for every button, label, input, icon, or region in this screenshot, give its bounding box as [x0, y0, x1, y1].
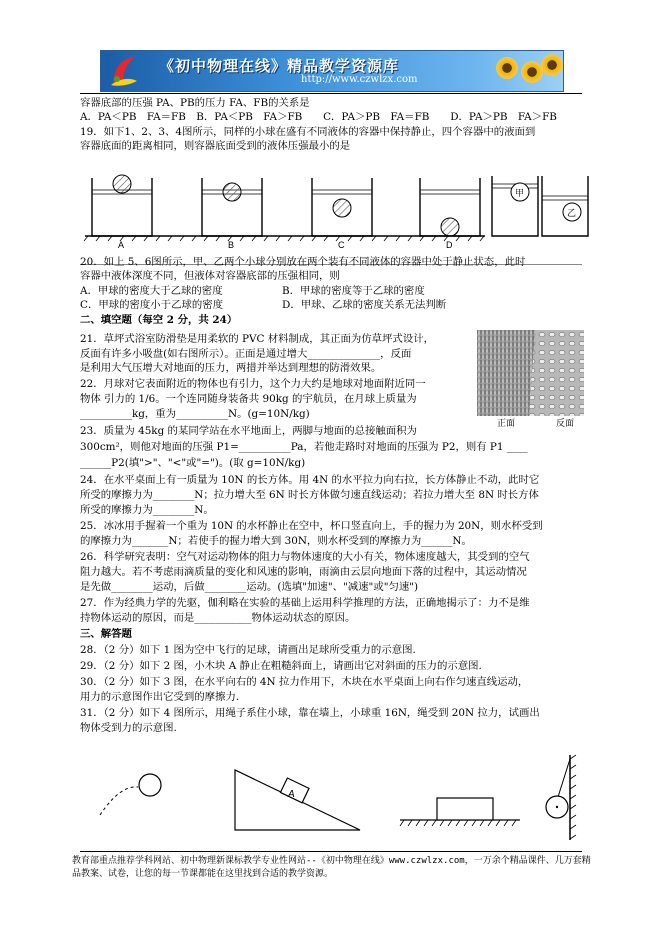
q20-opt-c: C．甲球的密度小于乙球的密度 — [80, 299, 224, 311]
q30-line2: 用力的示意图作出它受到的摩擦力. — [80, 691, 240, 703]
header-title: 《初中物理在线》精品教学资源库 — [159, 57, 400, 75]
q18-options: A．PA＜PB FA＝FB B．PA＜PB FA＞FB C．PA＞PB FA＝FB D．PA＞PB FA＞FB — [80, 111, 557, 123]
footer-rule — [80, 851, 582, 852]
q20-opt-d: D．甲球、乙球的密度关系无法判断 — [282, 299, 447, 311]
footer-text: 教育部重点推荐学科网站、初中物理新课标教学专业性网站--《初中物理在线》www.czwlzx.com，一万余个精品课件、几万套精品教案、试卷，让您的每一节课都能在这里找到合适的教学资源。 — [72, 856, 591, 879]
logo-icon — [109, 55, 139, 87]
q24-line3: 所受的摩擦力为________N。 — [80, 504, 214, 516]
q26-line1: 26．科学研究表明：空气对运动物体的阻力与物体速度的大小有关，物体速度越大，其受到的空气 — [80, 551, 530, 563]
q26-line2: 阻力越大。若不考虑雨滴质量的变化和风速的影响，雨滴由云层向地面下落的过程中，其运动情况 — [80, 566, 527, 578]
section2-title: 二、填空题（每空 2 分，共 24） — [80, 314, 238, 326]
q19-label-c: C — [338, 240, 345, 250]
q21-line3: 是利用大气压增大对地面的压力，两措并举达到理想的防滑效果。 — [80, 362, 382, 374]
q21-line2: 反面有许多小吸盘(如右图所示）。正面是通过增大______________，反面 — [80, 348, 412, 360]
header-url: http://www.czwlzx.com — [301, 74, 418, 85]
q26-line3: 是先做________运动，后做________运动。(选填"加速"、"减速"或"匀速") — [80, 581, 419, 593]
q20-line1: 20．如上 5、6图所示，甲、乙两个小球分别放在两个装有不同液体的容器中处于静止状态，此时 — [80, 256, 526, 268]
q25-line2: 的摩擦力为_______N；若使手的握力增大到 30N，则水杯受到的摩擦力为______N。 — [80, 535, 472, 547]
q19-line2: 容器底面的距离相同，则容器底面受到的液体压强最小的是 — [80, 140, 351, 152]
q29-line1: 29．（2 分）如下 2 图，小木块 A 静止在粗糙斜面上，请画出它对斜面的压力的示意图. — [80, 660, 482, 672]
block-a-label: A — [288, 789, 295, 800]
q19-label-d: D — [446, 240, 453, 250]
q22-line1: 22．月球对它表面附近的物体也有引力，这个力大约是地球对地面附近同一 — [80, 378, 426, 390]
header-rule — [80, 93, 582, 94]
ball-yi-label: 乙 — [567, 208, 577, 218]
q19-figure — [80, 170, 590, 250]
q27-line2: 持物体运动的原因，而是___________物体运动状态的原因。 — [80, 612, 356, 624]
section3-title: 三、解答题 — [80, 628, 132, 640]
q31-line2: 物体受到力的示意图. — [80, 722, 177, 734]
q19-label-a: A — [118, 240, 125, 250]
q18-stem: 容器底部的压强 PA、PB的压力 FA、FB的关系是 — [80, 97, 310, 109]
q24-line2: 所受的摩擦力为________N；拉力增大至 6N 时长方体做匀速直线运动；若拉力增大至 8N 时长方体 — [80, 489, 539, 501]
header-banner — [100, 50, 564, 92]
q27-line1: 27．作为经典力学的先驱，伽利略在实验的基础上运用科学推理的方法，正确地揭示了：力不是维 — [80, 597, 530, 609]
mat-photo — [477, 330, 584, 416]
q20-opt-b: B．甲球的密度等于乙球的密度 — [282, 285, 425, 297]
q21-line1: 21．草坪式浴室防滑垫是用柔软的 PVC 材料制成，其正面为仿草坪式设计， — [80, 333, 434, 345]
ball-jia-label: 甲 — [515, 188, 525, 198]
q22-line3: __________kg，重为__________N。(g=10N/kg) — [80, 408, 310, 420]
q28-line1: 28．（2 分）如下 1 图为空中飞行的足球，请画出足球所受重力的示意图. — [80, 644, 416, 656]
q19-line1: 19．如下1、2、3、4图所示，同样的小球在盛有不同液体的容器中保持静止，四个容器中的液面到 — [80, 126, 536, 138]
flower-icon — [521, 61, 543, 83]
photo-label-back: 反面 — [556, 419, 575, 429]
q23-line2: 300cm²，则他对地面的压强 P1=__________Pa，若他走路时对地面的压强为 P2，则有 P1 ____ — [80, 441, 528, 453]
photo-label-front: 正面 — [497, 419, 516, 429]
q30-line1: 30．（2 分）如下 3 图，在水平向右的 4N 拉力作用下，木块在水平桌面上向右作匀速直线运动， — [80, 676, 529, 688]
q22-line2: 物体 引力的 1/6。一个连同随身装备共 90kg 的宇航员，在月球上质量为 — [80, 393, 417, 405]
q20-line2: 容器中液体深度不同，但液体对容器底部的压强相同，则 — [80, 270, 340, 282]
q23-line3: ______P2(填">"、"<"或"=")。(取 g=10N/kg) — [80, 457, 306, 469]
q20-opt-a: A．甲球的密度大于乙球的密度 — [80, 285, 223, 297]
q19-label-b: B — [228, 240, 235, 250]
q23-line1: 23．质量为 45kg 的某同学站在水平地面上，两脚与地面的总接触面积为 — [80, 425, 417, 437]
q31-line1: 31．（2 分）如下 4 图所示，用绳子系住小球，靠在墙上，小球重 16N，绳受到 20N 拉力，试画出 — [80, 707, 540, 719]
flower-icon — [541, 54, 563, 76]
q25-line1: 25．冰冰用手握着一个重为 10N 的水杯静止在空中，杯口竖直向上，手的握力为 20N，则水杯受到 — [80, 520, 543, 532]
q24-line1: 24．在水平桌面上有一质量为 10N 的长方体。用 4N 的水平拉力向右拉，长方体静止不动，此时它 — [80, 474, 540, 486]
flower-icon — [496, 57, 518, 79]
q28-q31-figures — [80, 745, 590, 845]
